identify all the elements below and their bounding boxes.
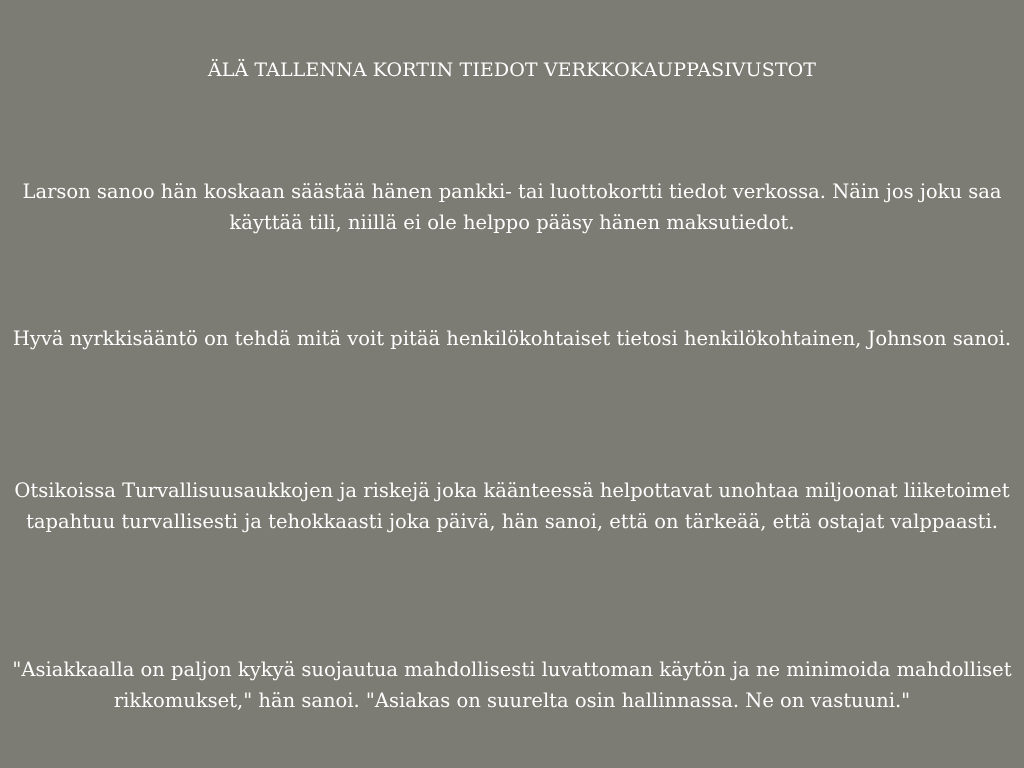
paragraph-customer-quote: "Asiakkaalla on paljon kykyä suojautua mahdollisesti luvattoman käytön ja ne minimoida mahdolliset rikkomukset," hän sanoi. "Asiakas on suurelta osin hallinnassa. Ne on vastuuni." — [12, 658, 1012, 712]
paragraph-headlines: Otsikoissa Turvallisuusaukkojen ja riskejä joka käänteessä helpottavat unohtaa miljoonat liiketoimet tapahtuu turvallisesti ja tehokkaasti joka päivä, hän sanoi, että on tärkeää, että ostajat valppaasti. — [14, 479, 1010, 533]
document-title: ÄLÄ TALLENNA KORTIN TIEDOT VERKKOKAUPPASIVUSTOT — [207, 59, 817, 81]
paragraph-johnson: Hyvä nyrkkisääntö on tehdä mitä voit pitää henkilökohtaiset tietosi henkilökohtainen, Johnson sanoi. — [12, 327, 1012, 350]
paragraph-larson: Larson sanoo hän koskaan säästää hänen pankki- tai luottokortti tiedot verkossa. Näin jos joku saa käyttää tili, niillä ei ole helppo pääsy hänen maksutiedot. — [22, 180, 1002, 234]
